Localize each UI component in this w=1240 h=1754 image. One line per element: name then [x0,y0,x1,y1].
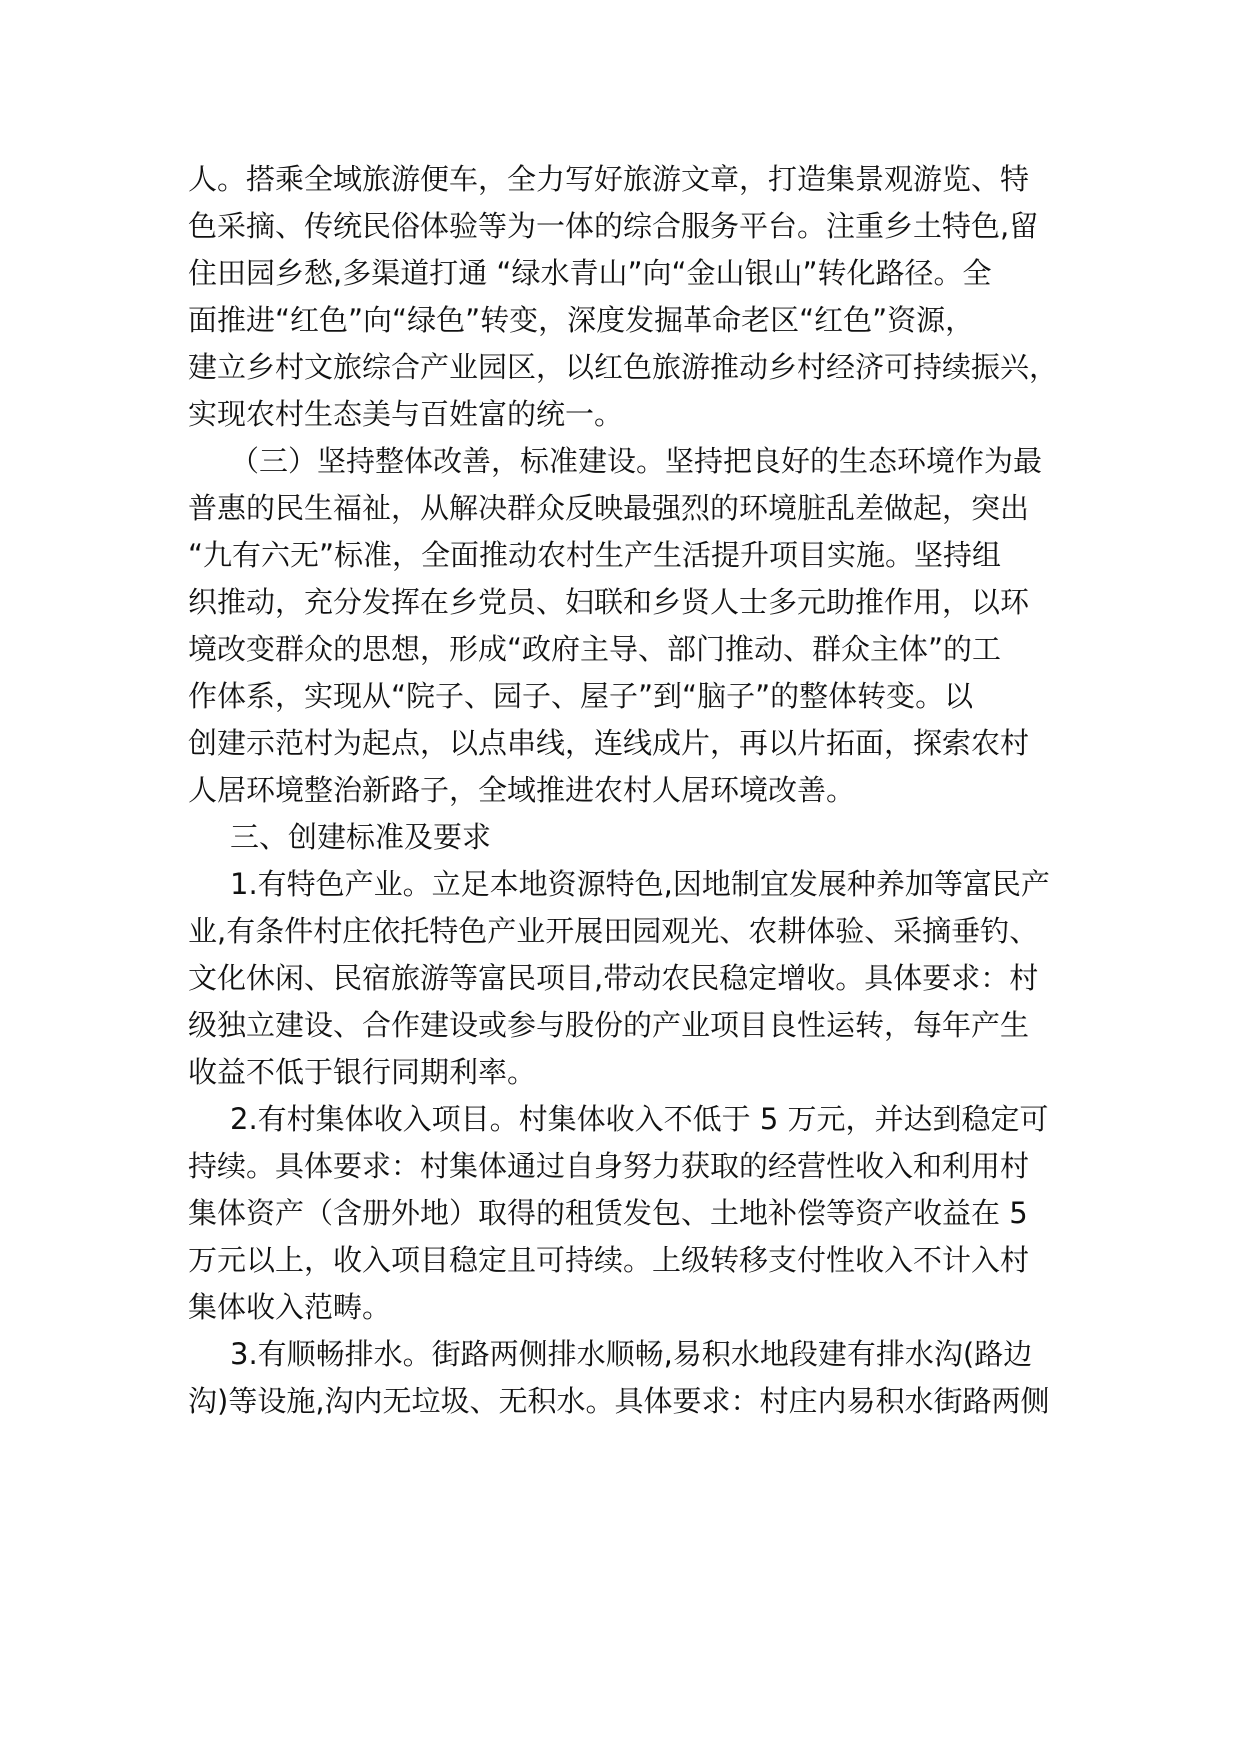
text-line: 业,有条件村庄依托特色产业开展田园观光、农耕体验、采摘垂钓、 [188,914,1039,948]
item-1-start: 1.有特色产业。立足本地资源特色,因地制宜发展种养加等富民产 [230,867,1050,901]
text-line: 织推动，充分发挥在乡党员、妇联和乡贤人士多元助推作用，以环 [188,585,1030,619]
text-line: 持续。具体要求：村集体通过自身努力获取的经营性收入和利用村 [188,1149,1030,1183]
item-2-start: 2.有村集体收入项目。村集体收入不低于 5 万元，并达到稳定可 [230,1102,1049,1136]
text-line: 集体资产（含册外地）取得的租赁发包、土地补偿等资产收益在 5 [188,1196,1028,1230]
text-line: 实现农村生态美与百姓富的统一。 [188,397,624,431]
text-line: 创建示范村为起点，以点串线，连线成片，再以片拓面，探索农村 [188,726,1030,760]
text-line: 建立乡村文旅综合产业园区，以红色旅游推动乡村经济可持续振兴， [188,350,1059,384]
text-line: 作体系，实现从“院子、园子、屋子”到“脑子”的整体转变。以 [188,679,974,713]
section-heading-standards: 三、创建标准及要求 [230,820,492,854]
text-line: 人。搭乘全域旅游便车，全力写好旅游文章，打造集景观游览、特 [188,162,1030,196]
text-line: 收益不低于银行同期利率。 [188,1055,537,1089]
text-line: 万元以上，收入项目稳定且可持续。上级转移支付性收入不计入村 [188,1243,1030,1277]
text-line: 级独立建设、合作建设或参与股份的产业项目良性运转，每年产生 [188,1008,1030,1042]
text-line: 住田园乡愁,多渠道打通 “绿水青山”向“金山银山”转化路径。全 [188,256,992,290]
text-line: 境改变群众的思想，形成“政府主导、部门推动、群众主体”的工 [188,632,1002,666]
section-heading-3: （三）坚持整体改善，标准建设。坚持把良好的生态环境作为最 [230,444,1043,478]
text-line: 面推进“红色”向“绿色”转变，深度发掘革命老区“红色”资源， [188,303,975,337]
text-line: 集体收入范畴。 [188,1290,392,1324]
text-line: 色采摘、传统民俗体验等为一体的综合服务平台。注重乡土特色,留 [188,209,1039,243]
text-line: 沟)等设施,沟内无垃圾、无积水。具体要求：村庄内易积水街路两侧 [188,1384,1050,1418]
text-line: 普惠的民生福祉，从解决群众反映最强烈的环境脏乱差做起，突出 [188,491,1030,525]
text-line: “九有六无”标准，全面推动农村生产生活提升项目实施。坚持组 [188,538,1002,572]
text-line: 人居环境整治新路子，全域推进农村人居环境改善。 [188,773,856,807]
text-line: 文化休闲、民宿旅游等富民项目,带动农民稳定增收。具体要求：村 [188,961,1039,995]
item-3-start: 3.有顺畅排水。街路两侧排水顺畅,易积水地段建有排水沟(路边 [230,1337,1033,1371]
